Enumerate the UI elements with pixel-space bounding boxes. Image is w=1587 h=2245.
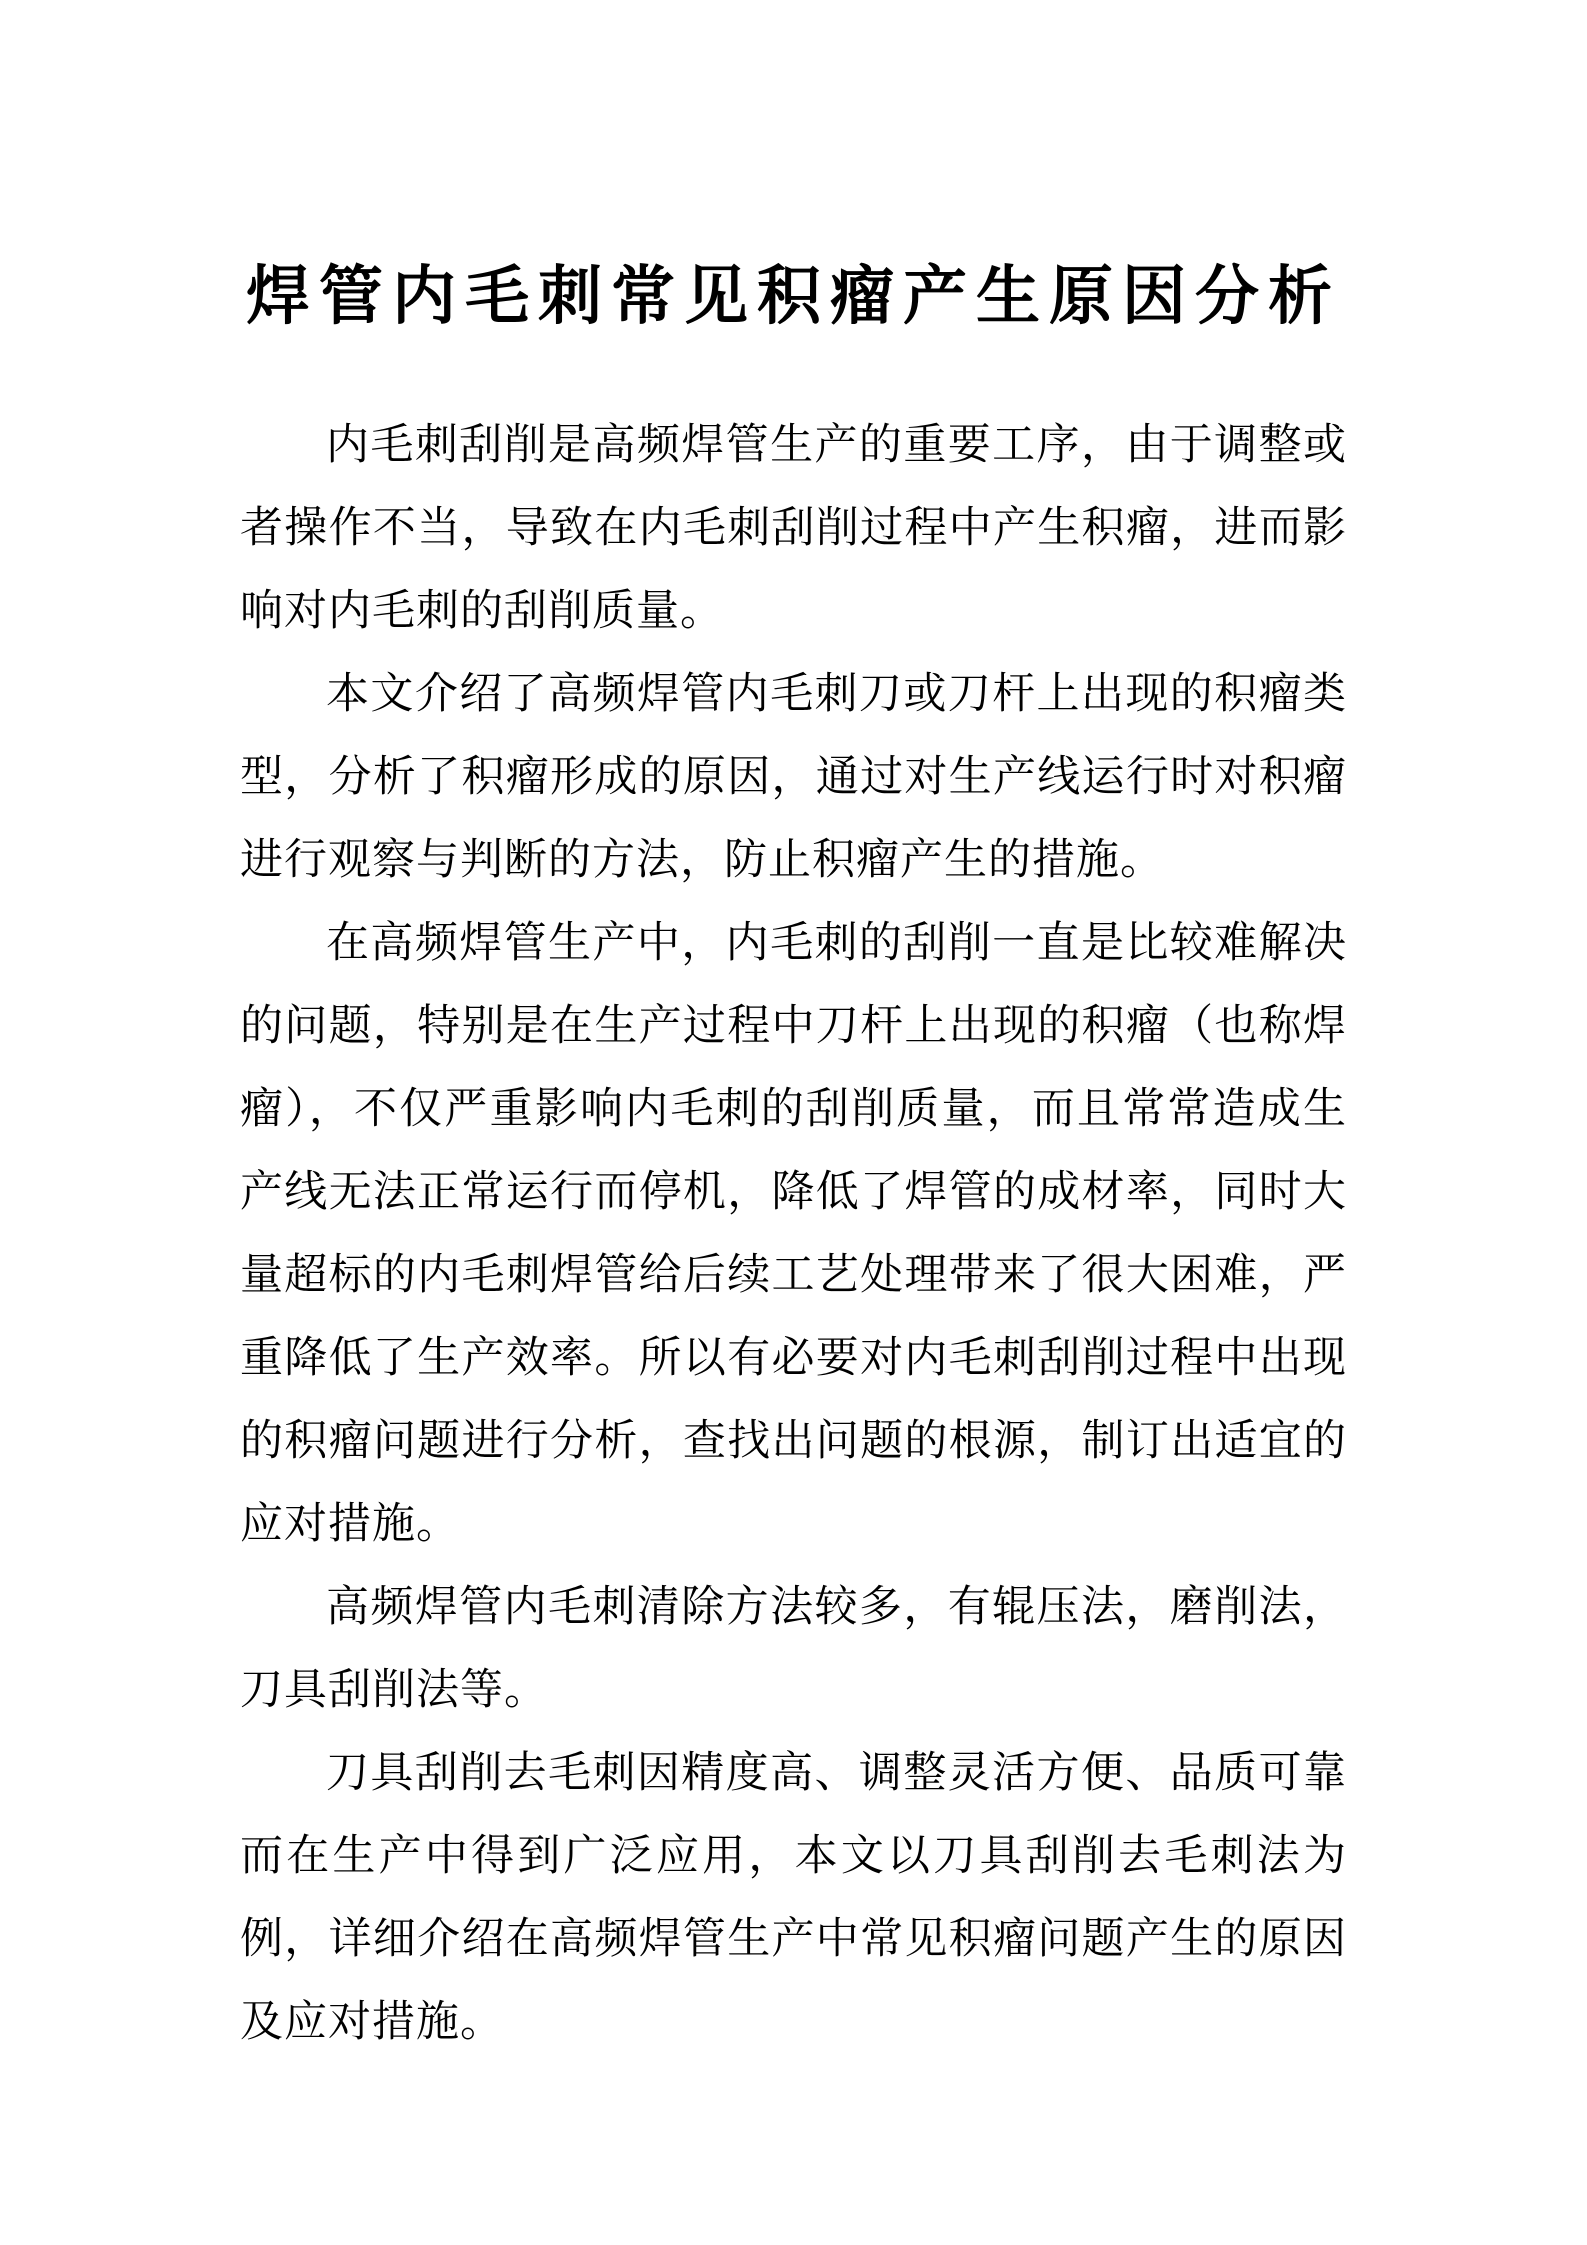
paragraph: 本文介绍了高频焊管内毛刺刀或刀杆上出现的积瘤类型，分析了积瘤形成的原因，通过对生产线运行时对积瘤进行观察与判断的方法，防止积瘤产生的措施。	[240, 671, 1347, 884]
document-title: 焊管内毛刺常见积瘤产生原因分析	[246, 261, 1341, 332]
paragraph: 刀具刮削去毛刺因精度高、调整灵活方便、品质可靠而在生产中得到广泛应用，本文以刀具刮削去毛刺法为例，详细介绍在高频焊管生产中常见积瘤问题产生的原因及应对措施。	[240, 1750, 1347, 2046]
document-body	[240, 404, 1347, 2064]
paragraph: 内毛刺刮削是高频焊管生产的重要工序，由于调整或者操作不当，导致在内毛刺刮削过程中产生积瘤，进而影响对内毛刺的刮削质量。	[240, 422, 1347, 635]
paragraph: 高频焊管内毛刺清除方法较多，有辊压法，磨削法，刀具刮削法等。	[240, 1584, 1347, 1714]
paragraph: 在高频焊管生产中，内毛刺的刮削一直是比较难解决的问题，特别是在生产过程中刀杆上出现的积瘤（也称焊瘤），不仅严重影响内毛刺的刮削质量，而且常常造成生产线无法正常运行而停机，降低了焊管的成材率，同时大量超标的内毛刺焊管给后续工艺处理带来了很大困难，严重降低了生产效率。所以有必要对内毛刺刮削过程中出现的积瘤问题进行分析，查找出问题的根源，制订出适宜的应对措施。	[240, 920, 1347, 1548]
